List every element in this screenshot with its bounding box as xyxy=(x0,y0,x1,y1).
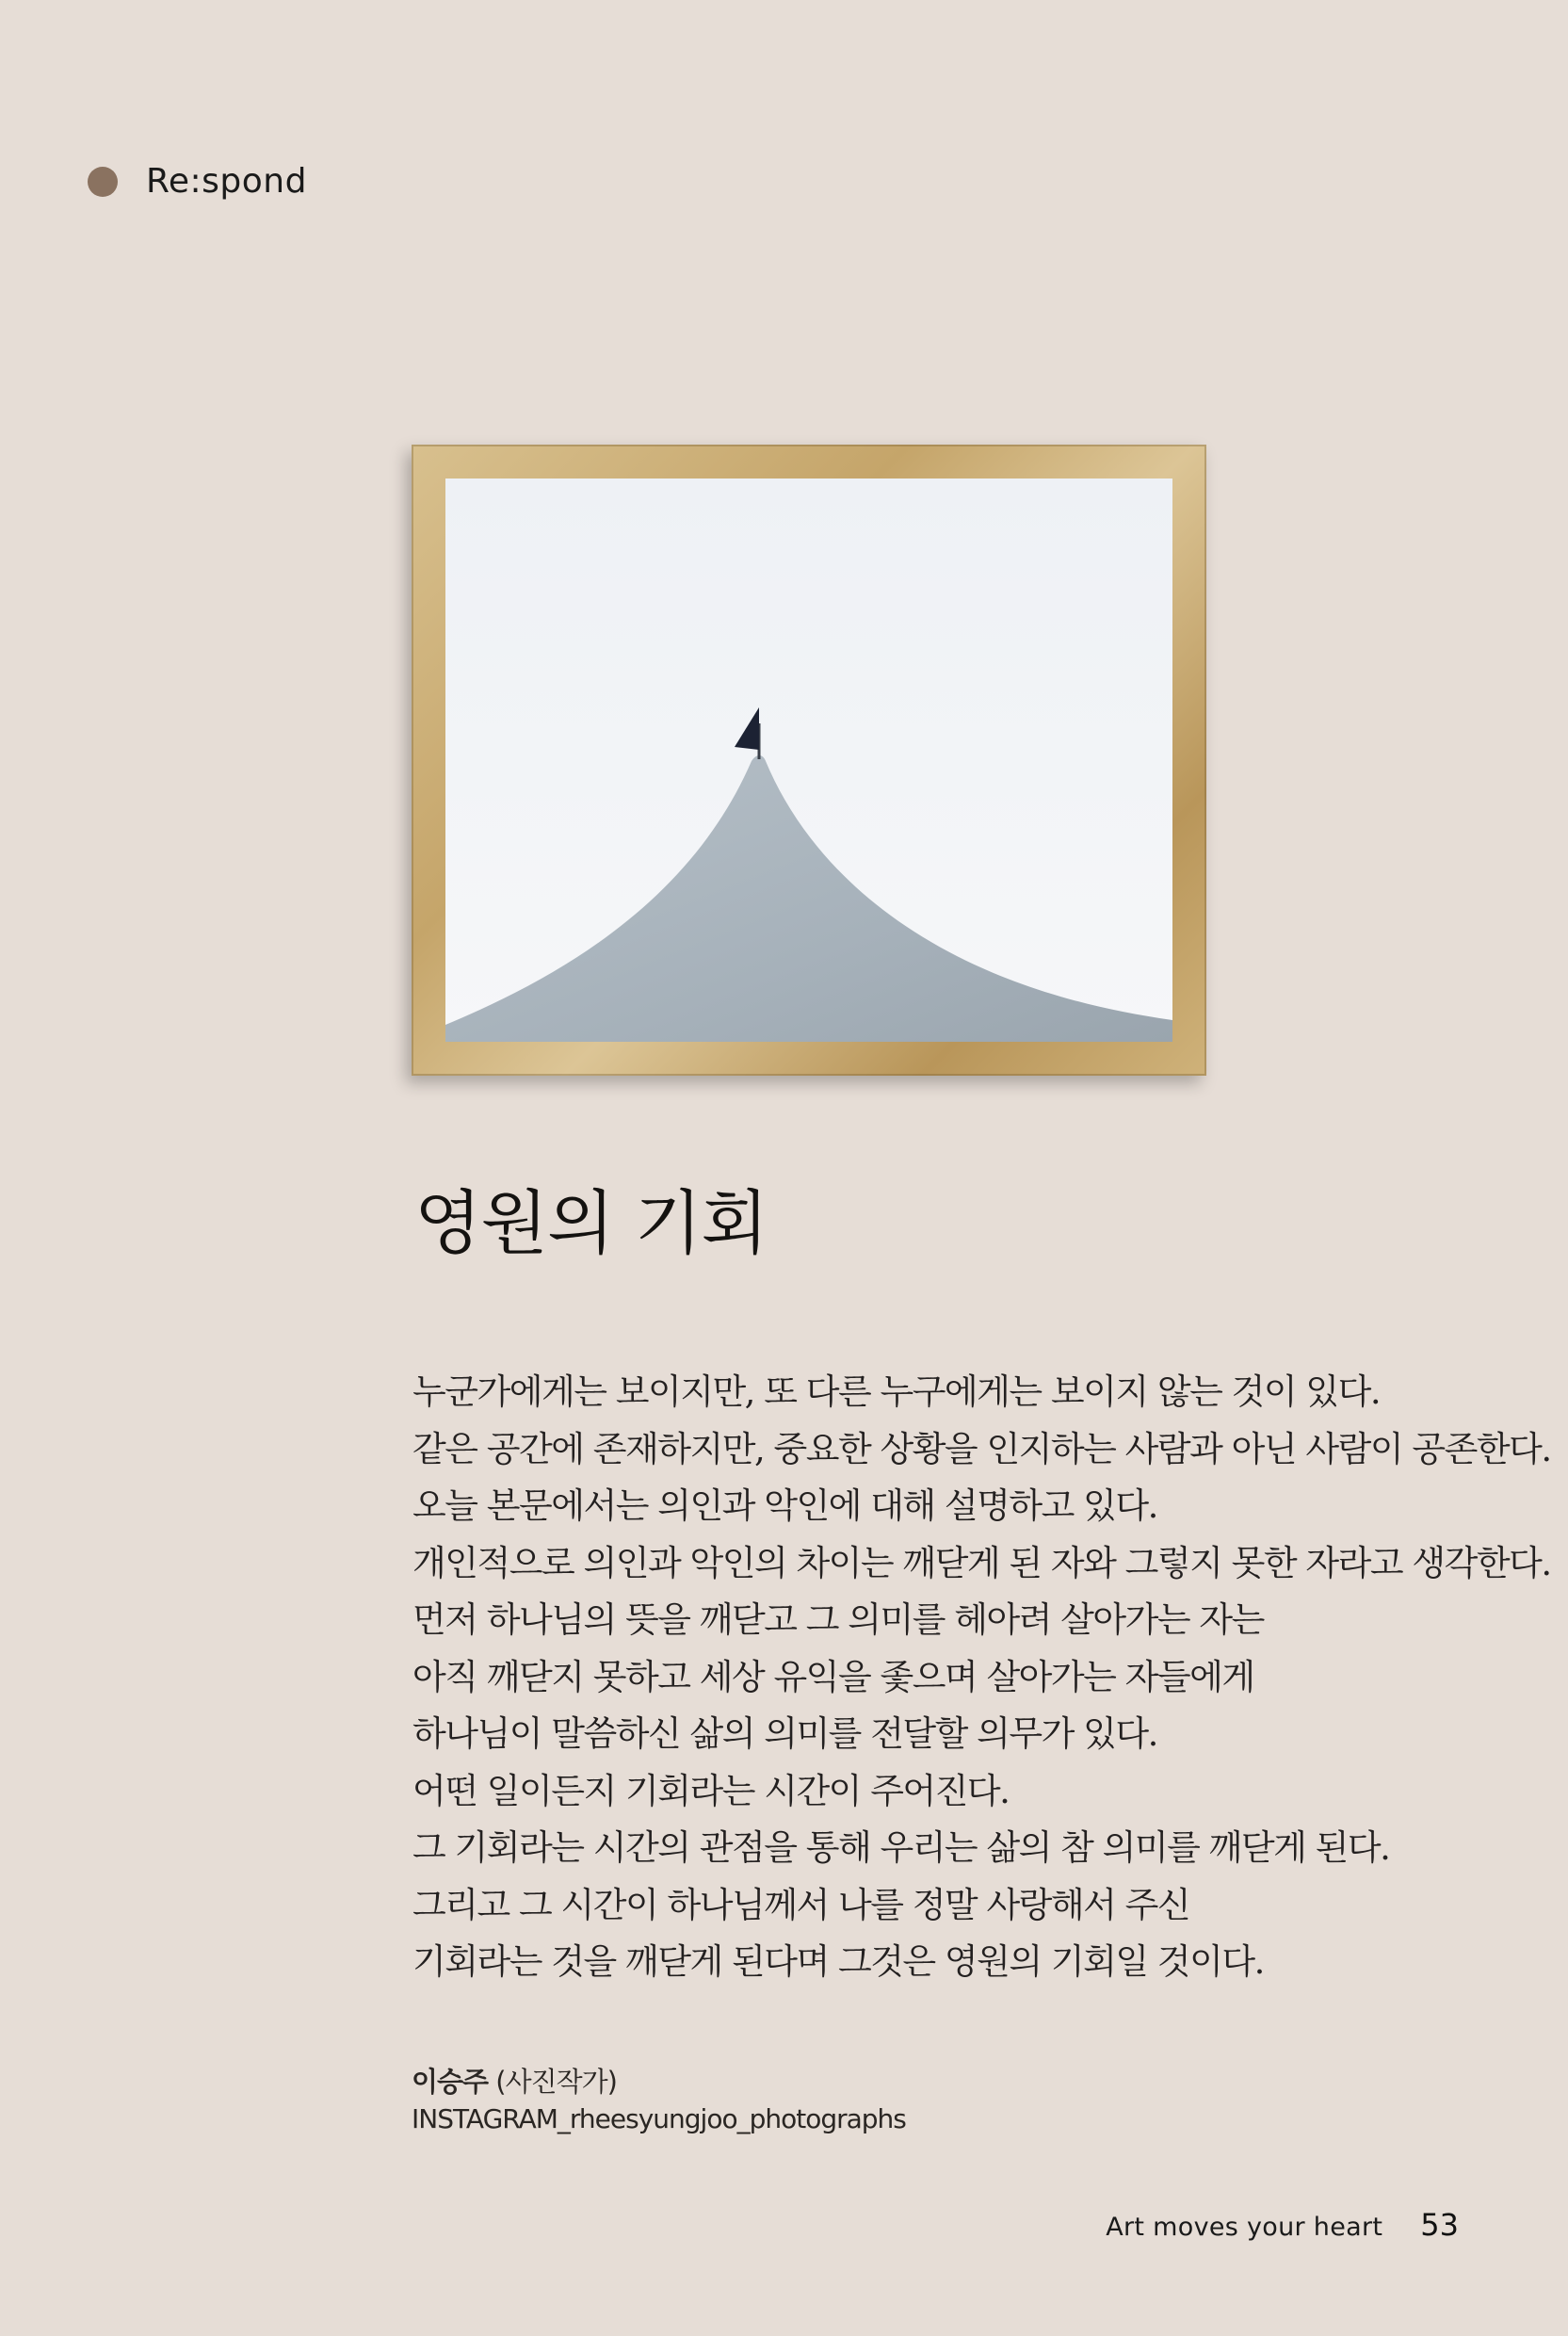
credit-role: (사진작가) xyxy=(495,2066,617,2098)
section-label: Re:spond xyxy=(146,162,307,201)
body-line: 개인적으로 의인과 악인의 차이는 깨닫게 된 자와 그렇지 못한 자라고 생각한다. xyxy=(412,1542,1551,1583)
body-line: 그 기회라는 시간의 관점을 통해 우리는 삶의 참 의미를 깨닫게 된다. xyxy=(412,1827,1390,1868)
tent-photo-image xyxy=(445,479,1172,1042)
credit-name: 이승주 xyxy=(412,2066,489,2098)
body-line: 어떤 일이든지 기회라는 시간이 주어진다. xyxy=(412,1770,1010,1811)
footer-tagline: Art moves your heart xyxy=(1106,2213,1383,2242)
credit-instagram: INSTAGRAM_rheesyungjoo_photographs xyxy=(412,2103,906,2134)
body-line: 누군가에게는 보이지만, 또 다른 누구에게는 보이지 않는 것이 있다. xyxy=(412,1371,1381,1412)
photo-tent-flag xyxy=(445,479,1172,1042)
page-number: 53 xyxy=(1420,2207,1459,2243)
article-body xyxy=(412,1364,1551,1991)
credit-author xyxy=(412,2063,906,2101)
body-line: 같은 공간에 존재하지만, 중요한 상황을 인지하는 사람과 아닌 사람이 공존한다. xyxy=(412,1428,1551,1469)
framed-photo xyxy=(412,445,1206,1076)
body-line: 먼저 하나님의 뜻을 깨닫고 그 의미를 헤아려 살아가는 자는 xyxy=(412,1599,1264,1640)
body-line: 하나님이 말씀하신 삶의 의미를 전달할 의무가 있다. xyxy=(412,1713,1157,1754)
photo-credit xyxy=(412,2063,906,2138)
section-dot-icon xyxy=(88,167,118,197)
body-line: 그리고 그 시간이 하나님께서 나를 정말 사랑해서 주신 xyxy=(412,1884,1190,1925)
section-header xyxy=(88,162,307,201)
article-title: 영원의 기회 xyxy=(414,1183,768,1264)
page-footer xyxy=(1106,2207,1459,2243)
body-line: 기회라는 것을 깨닫게 된다며 그것은 영원의 기회일 것이다. xyxy=(412,1941,1264,1982)
body-line: 아직 깨닫지 못하고 세상 유익을 좇으며 살아가는 자들에게 xyxy=(412,1656,1254,1697)
body-line: 오늘 본문에서는 의인과 악인에 대해 설명하고 있다. xyxy=(412,1485,1157,1526)
